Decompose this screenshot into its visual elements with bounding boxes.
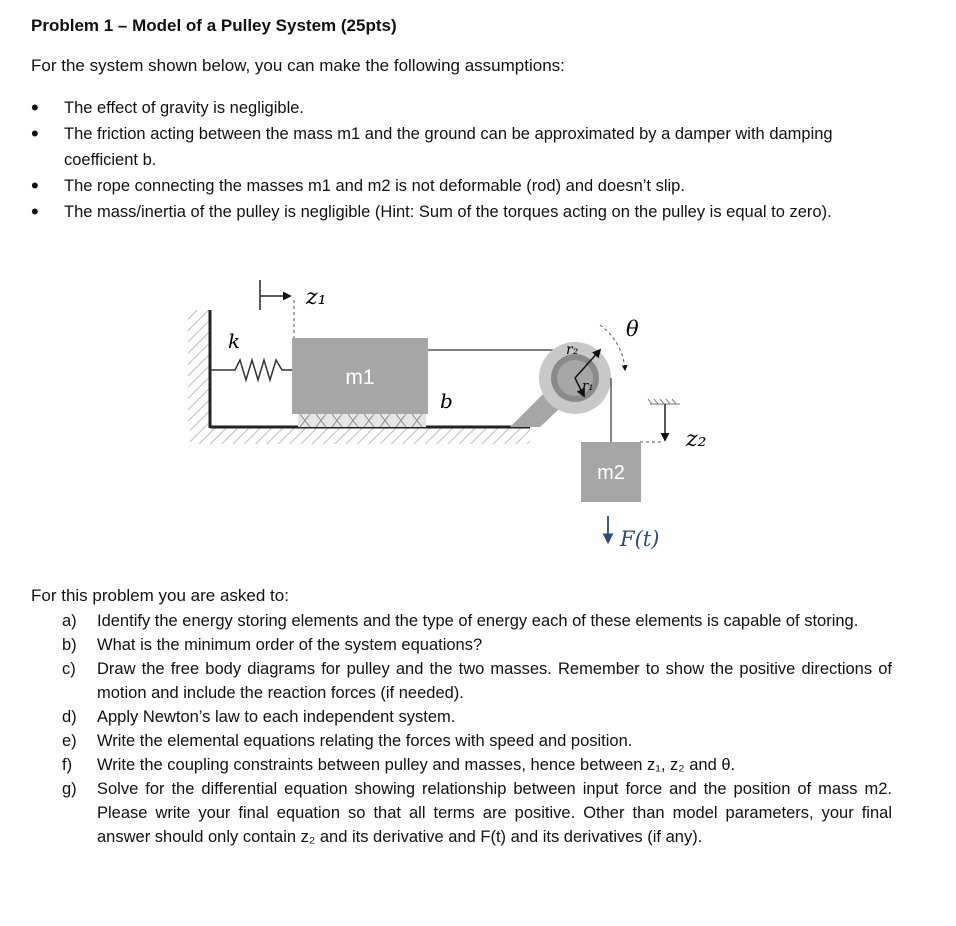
task-list: [62, 609, 892, 849]
task-text: Solve for the differential equation showing relationship between input force and the position of mass m2. Please write your final equation so that all terms are positive. Other than model parameters, your final answer should only contain z₂ and its derivative and F(t) and its derivatives (if any).: [97, 780, 892, 846]
force-label: F(t): [620, 527, 660, 551]
mass-m1-label: m1: [345, 366, 375, 389]
assumption-item: • The rope connecting the masses m1 and m2 is not deformable (rod) and doesn’t slip.: [31, 173, 911, 199]
task-label: g): [62, 780, 77, 798]
assumption-item: • The mass/inertia of the pulley is negligible (Hint: Sum of the torques acting on the pulley is equal to zero).: [31, 199, 911, 225]
z1-indicator: [260, 280, 294, 338]
assumptions-list: [31, 95, 911, 225]
damper-b-label: b: [440, 389, 453, 413]
damper: [298, 414, 426, 427]
task-text: Write the coupling constraints between pulley and masses, hence between z₁, z₂ and θ.: [97, 756, 736, 774]
task-item: [62, 657, 892, 705]
pulley: [539, 325, 625, 414]
z1-label: z₁: [306, 285, 327, 310]
task-label: b): [62, 636, 77, 654]
task-text: Identify the energy storing elements and the type of energy each of these elements is capable of storing.: [97, 612, 859, 630]
task-text: What is the minimum order of the system equations?: [97, 636, 483, 654]
task-item: [62, 609, 892, 633]
z2-label: z₂: [686, 427, 707, 452]
radius-r1-label: r₁: [582, 379, 594, 394]
problem-title: Problem 1 – Model of a Pulley System (25pts): [31, 16, 397, 35]
radius-r2-label: r₂: [566, 342, 579, 358]
task-intro: For this problem you are asked to:: [31, 586, 289, 605]
task-label: f): [62, 756, 73, 774]
task-text: Draw the free body diagrams for pulley and the two masses. Remember to show the positive directions of motion and include the reaction forces (if needed).: [97, 660, 892, 702]
assumption-item: • The effect of gravity is negligible.: [31, 95, 911, 121]
task-text: Write the elemental equations relating the forces with speed and position.: [97, 732, 633, 750]
ground: [190, 427, 530, 444]
task-label: d): [62, 708, 77, 726]
wall: [188, 310, 210, 428]
task-item: [62, 753, 892, 777]
spring: [210, 360, 292, 380]
task-item: [62, 729, 892, 753]
task-label: e): [62, 732, 77, 750]
task-item: [62, 633, 892, 657]
spring-k-label: k: [228, 329, 241, 353]
theta-label: θ: [626, 317, 639, 341]
z2-indicator: [640, 399, 680, 442]
task-text: Apply Newton’s law to each independent system.: [97, 708, 456, 726]
task-label: c): [62, 660, 76, 678]
intro-text: For the system shown below, you can make the following assumptions:: [31, 56, 565, 75]
task-label: a): [62, 612, 77, 630]
task-item: [62, 777, 892, 849]
pulley-system-figure: [180, 270, 740, 570]
task-item: [62, 705, 892, 729]
assumption-item: • The friction acting between the mass m1 and the ground can be approximated by a damper with damping coefficient b.: [31, 121, 911, 173]
mass-m2-label: m2: [597, 462, 625, 484]
